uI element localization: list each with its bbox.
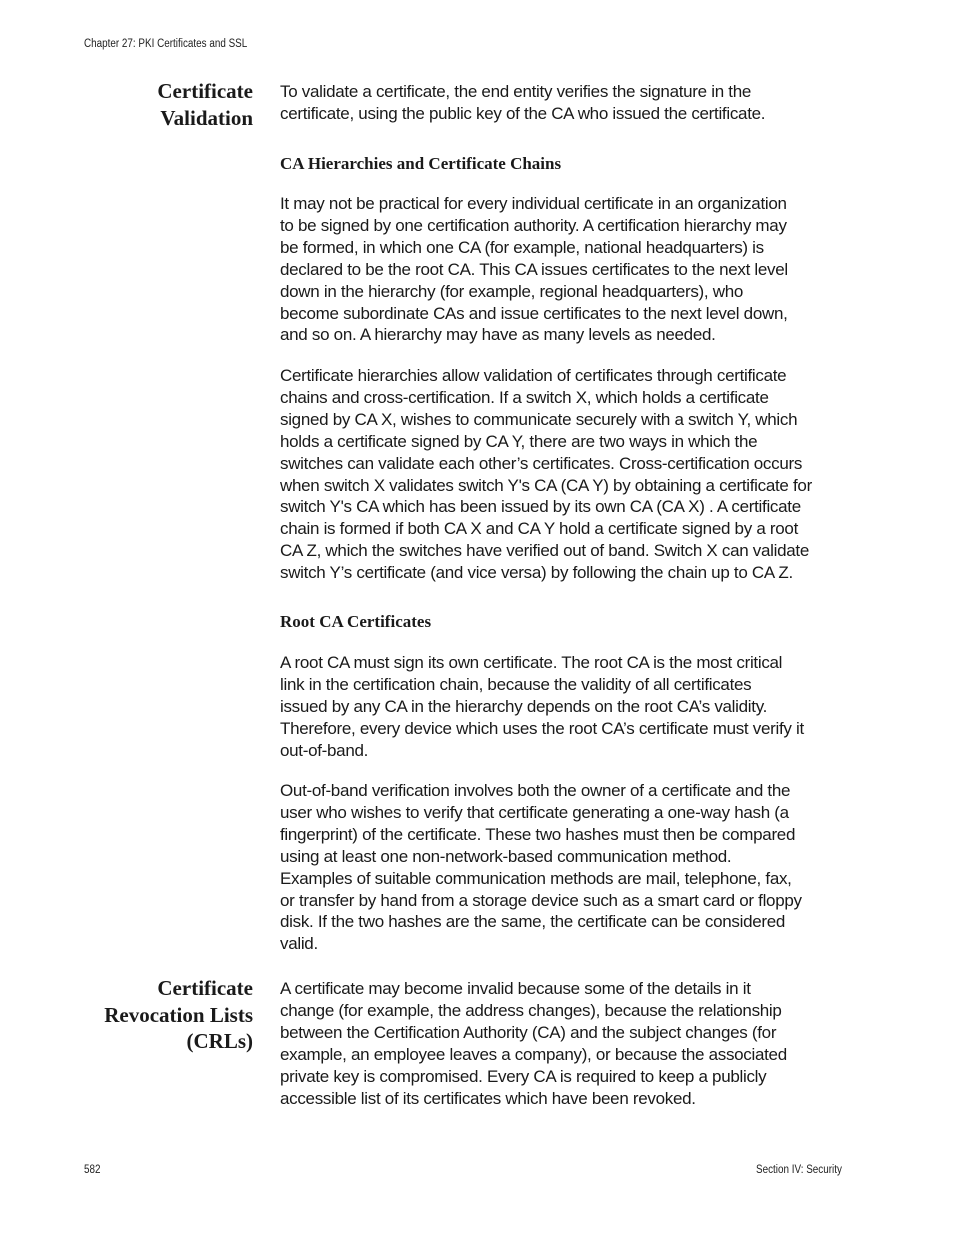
- paragraph-ca-hierarchies-2: Certificate hierarchies allow validation of certificates through certificate chains and cross-certification. If a switch X, which holds a certificate signed by CA X, wishes to communicate securely with a switch Y, which holds a certificate signed by CA Y, there are two ways in which the switches can validate each other’s certificates. Cross-certification occurs when switch X validates switch Y's CA (CA Y) by obtaining a certificate for switch Y's CA which has been issued by its own CA (CA X) . A certificate chain is formed if both CA X and CA Y hold a certificate signed by a root CA Z, which the switches have verified out of band. Switch X can validate switch Y’s certificate (and vice versa) by following the chain up to CA Z.: [280, 366, 812, 583]
- paragraph-root-ca-2: Out-of-band verification involves both the owner of a certificate and the user who wishes to verify that certificate generating a one-way hash (a fingerprint) of the certificate. These two hashes must then be compared using at least one non-network-based communication method. Examples of suitable communication methods are mail, telephone, fax, or transfer by hand from a storage device such as a smart card or floppy disk. If the two hashes are the same, the certificate can be considered valid.: [280, 781, 802, 954]
- section-heading-certificate-validation: Certificate Validation: [157, 79, 253, 130]
- section-heading-crls: Certificate Revocation Lists (CRLs): [104, 976, 253, 1053]
- paragraph-crl-intro: A certificate may become invalid because some of the details in it change (for example, the address changes), because the relationship between the Certification Authority (CA) and the subject changes (for example, an employee leaves a company), or because the associated private key is compromised. Every CA is required to keep a publicly accessible list of its certificates which have been revoked.: [280, 979, 787, 1108]
- paragraph-root-ca-1: A root CA must sign its own certificate. The root CA is the most critical link in the certification chain, because the validity of all certificates issued by any CA in the hierarchy depends on the root CA’s validity. Therefore, every device which uses the root CA’s certificate must verify it out-of-band.: [280, 653, 804, 760]
- page-number: 582: [84, 1164, 101, 1176]
- running-footer-section: Section IV: Security: [756, 1164, 842, 1176]
- running-header: Chapter 27: PKI Certificates and SSL: [84, 38, 248, 50]
- paragraph-validation-intro: To validate a certificate, the end entity verifies the signature in the certificate, using the public key of the CA who issued the certificate.: [280, 82, 766, 123]
- paragraph-ca-hierarchies-1: It may not be practical for every individual certificate in an organization to be signed by one certification authority. A certification hierarchy may be formed, in which one CA (for example, national headquarters) is declared to be the root CA. This CA issues certificates to the next level down in the hierarchy (for example, regional headquarters), who become subordinate CAs and issue certificates to the next level down, and so on. A hierarchy may have as many levels as needed.: [280, 194, 788, 345]
- subheading-root-ca: Root CA Certificates: [280, 612, 432, 631]
- subheading-ca-hierarchies: CA Hierarchies and Certificate Chains: [280, 154, 562, 173]
